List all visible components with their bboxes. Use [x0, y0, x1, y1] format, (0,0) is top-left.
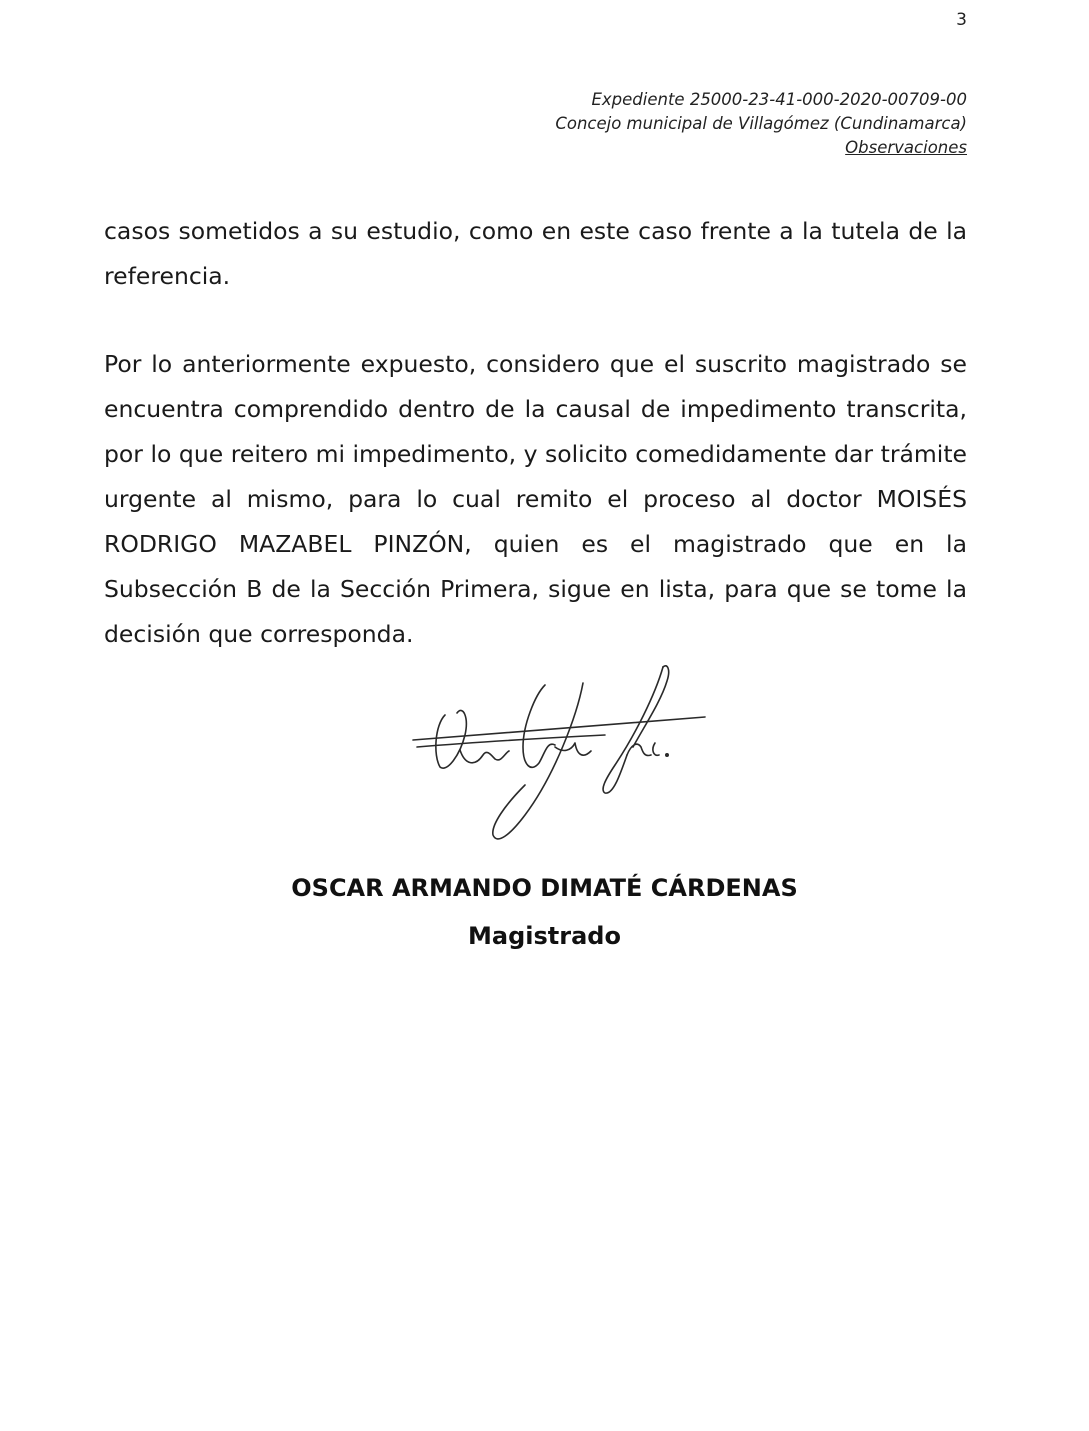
page-number: 3	[956, 10, 967, 30]
signer-name: OSCAR ARMANDO DIMATÉ CÁRDENAS	[291, 874, 798, 902]
case-section: Observaciones	[845, 138, 967, 157]
case-header	[555, 88, 967, 160]
case-entity: Concejo municipal de Villagómez (Cundinamarca)	[555, 114, 967, 133]
handwritten-signature-icon	[405, 655, 715, 850]
case-number: Expediente 25000-23-41-000-2020-00709-00	[591, 90, 967, 109]
body-paragraph-2: Por lo anteriormente expuesto, considero que el suscrito magistrado se encuentra comprendido dentro de la causal de impedimento transcrita, por lo que reitero mi impedimento, y solicito comedidamente dar trámite urgente al mismo, para lo cual remito el proceso al doctor MOISÉS RODRIGO MAZABEL PINZÓN, quien es el magistrado que en la Subsección B de la Sección Primera, sigue en lista, para que se tome la decisión que corresponda.	[104, 350, 967, 648]
signer-title: Magistrado	[468, 922, 621, 950]
body-paragraph-1: casos sometidos a su estudio, como en este caso frente a la tutela de la referencia.	[104, 217, 967, 290]
